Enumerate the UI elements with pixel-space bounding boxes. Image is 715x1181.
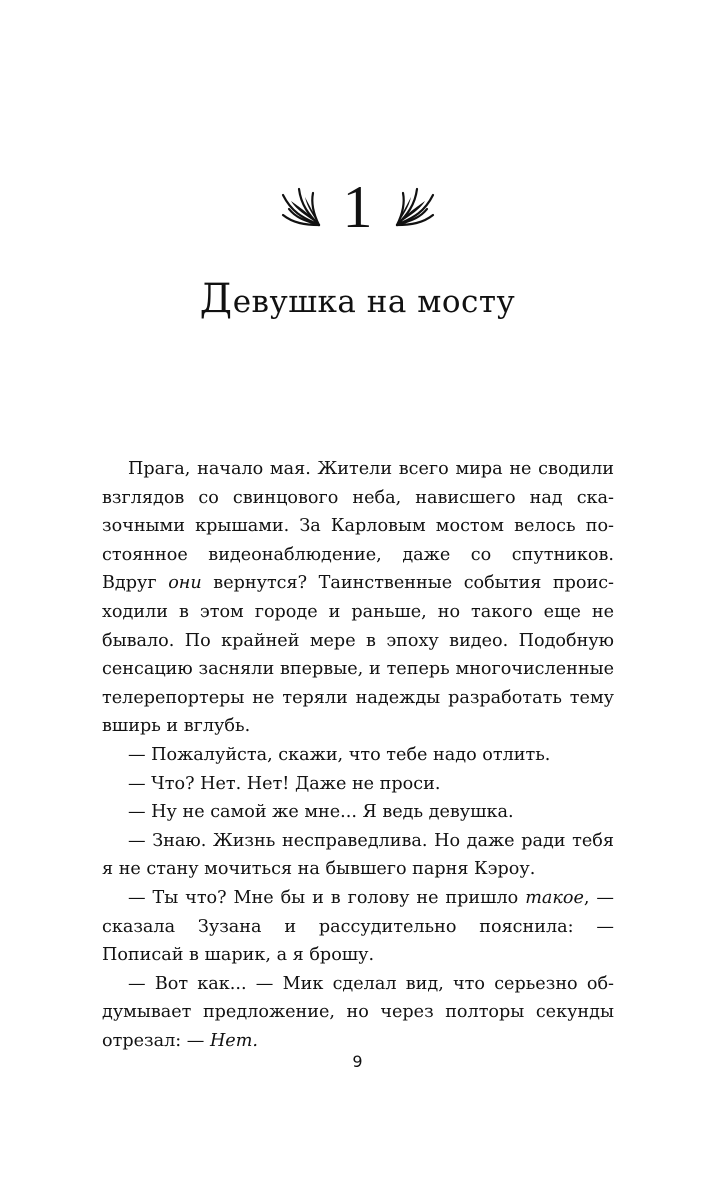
chapter-title-rest: евушка на мосту bbox=[232, 284, 516, 320]
paragraph-text: — Вот как... — Мик сделал вид, что серьезно обдумывает предложение, но через полторы секунды отрезал: — bbox=[102, 973, 614, 1051]
paragraph bbox=[102, 827, 614, 884]
paragraph-text: вернутся? Таинственные события происходили в этом городе и раньше, но такого еще не бывало. По крайней мере в эпоху видео. Подобную сенсацию засняли впервые, и теперь многочисленные телерепортеры не теряли надежды разработать тему вширь и вглубь. bbox=[102, 573, 614, 737]
paragraph-text: — Что? Нет. Нет! Даже не проси. bbox=[128, 773, 441, 794]
paragraph-text: — Ты что? Мне бы и в голову не пришло bbox=[128, 887, 526, 908]
paragraph-text: , — сказала Зузана и рассудительно пояснила: — Пописай в шарик, а я брошу. bbox=[102, 887, 615, 966]
leaf-ornament-icon bbox=[393, 185, 437, 229]
paragraph-text: — Ну не самой же мне... Я ведь девушка. bbox=[128, 802, 514, 823]
chapter-heading bbox=[0, 172, 715, 242]
italic-text: такое bbox=[525, 887, 584, 908]
paragraph bbox=[102, 741, 614, 770]
chapter-number: 1 bbox=[342, 174, 373, 240]
chapter-title bbox=[0, 276, 715, 322]
page-number: 9 bbox=[352, 1052, 363, 1071]
italic-text: Нет. bbox=[209, 1030, 258, 1051]
italic-text: они bbox=[168, 573, 202, 594]
paragraph bbox=[102, 884, 614, 970]
paragraph bbox=[102, 770, 614, 799]
chapter-title-initial: Д bbox=[199, 276, 233, 322]
leaf-ornament-icon bbox=[279, 185, 323, 229]
paragraph bbox=[102, 798, 614, 827]
paragraph-text: — Знаю. Жизнь несправедлива. Но даже ради тебя я не стану мочиться на бывшего парня Кэроу. bbox=[102, 830, 614, 880]
paragraph-text: — Пожалуйста, скажи, что тебе надо отлить. bbox=[128, 744, 551, 765]
paragraph bbox=[102, 455, 614, 741]
paragraph-text: Прага, начало мая. Жители всего мира не сводили взглядов со свинцового неба, нависшего над сказочными крышами. За Карловым мостом велось постоянное видеонаблюдение, даже со спутников. Вдруг bbox=[102, 459, 614, 594]
body-text bbox=[102, 455, 614, 1055]
paragraph bbox=[102, 970, 614, 1056]
